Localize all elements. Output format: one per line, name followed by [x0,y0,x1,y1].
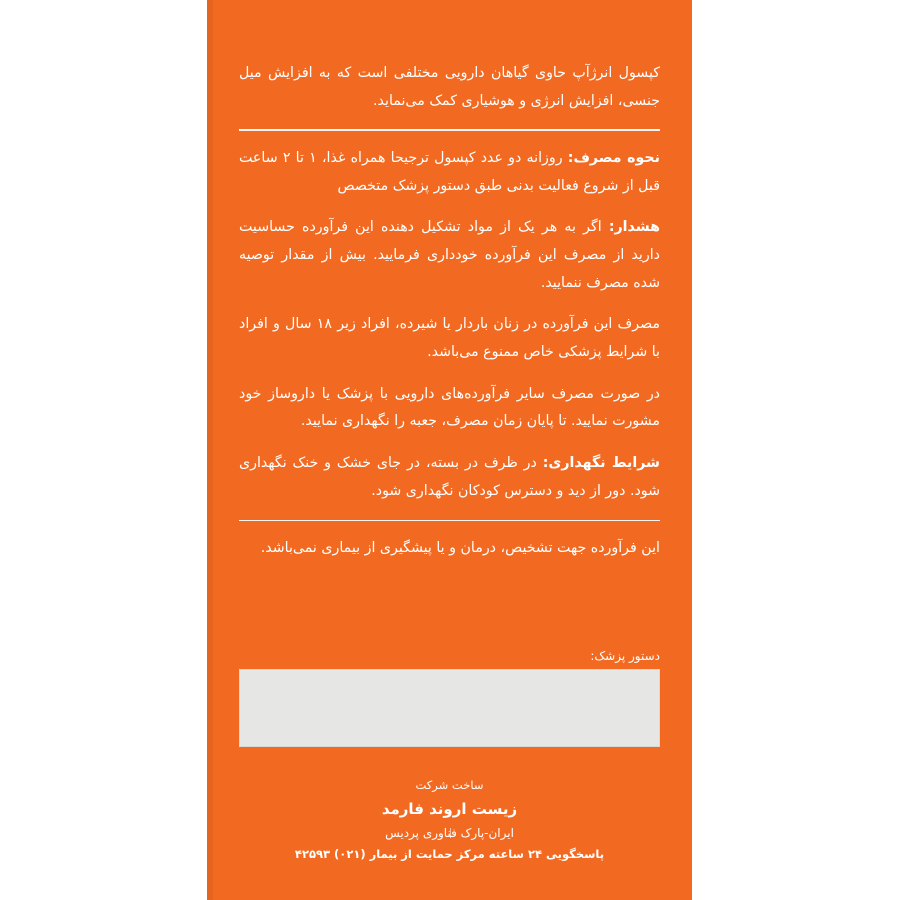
paragraph-disclaimer [239,535,660,563]
paragraph-contraindication [239,311,660,366]
paragraph-interaction [239,381,660,436]
warning-label: هشدار: [608,219,660,236]
paragraph-intro [239,60,660,115]
intro-text: کپسول انرژآپ حاوی گیاهان دارویی مختلفی است که به افزایش میل جنسی، افزایش انرژی و هوشیاری کمک می‌نماید. [239,65,660,109]
package-text-content [239,60,660,577]
warning-text: اگر به هر یک از مواد تشکیل دهنده این فرآورده حساسیت دارید از مصرف این فرآورده خودداری فرمایید. بیش از مقدار توصیه شده مصرف ننمایید. [239,219,660,291]
footer-address: ایران-پارک فناوری پردیس [385,825,514,840]
contraindication-text: مصرف این فرآورده در زنان باردار یا شیرده، افراد زیر ۱۸ سال و افراد با شرایط پزشکی خاص ممنوع می‌باشد. [239,316,660,361]
storage-label: شرایط نگهداری: [542,455,660,472]
footer-made-by: ساخت شرکت [415,778,484,793]
paragraph-storage [239,450,660,505]
product-package-back-panel [207,0,692,900]
prescription-label: دستور پزشک: [590,649,660,663]
dosage-label: نحوه مصرف: [567,149,660,166]
disclaimer-text: این فرآورده جهت تشخیص، درمان و یا پیشگیری از بیماری نمی‌باشد. [260,540,660,557]
footer-support-line: پاسخگویی ۲۴ ساعته مرکز حمایت از بیمار (۰۲۱) ۴۲۵۹۳ [294,846,605,861]
prescription-block [239,648,660,747]
divider-1 [239,129,660,131]
dosage-text: روزانه دو عدد کپسول ترجیحا همراه غذا، ۱ تا ۲ ساعت قبل از شروع فعالیت بدنی طبق دستور پزشک متخصص [239,149,660,194]
divider-2 [239,520,660,522]
interaction-text: در صورت مصرف سایر فرآورده‌های دارویی با پزشک یا داروساز خود مشورت نمایید. تا پایان زمان مصرف، جعبه را نگهداری نمایید. [239,385,660,430]
storage-text: در ظرف در بسته، در جای خشک و خنک نگهداری شود. دور از دید و دسترس کودکان نگهداری شود. [239,455,660,499]
paragraph-warning [239,214,660,297]
prescription-write-in-box[interactable] [239,669,660,747]
paragraph-dosage [239,145,660,200]
footer-company-name: زیست اروند فارمد [381,799,518,818]
package-footer [239,776,660,864]
